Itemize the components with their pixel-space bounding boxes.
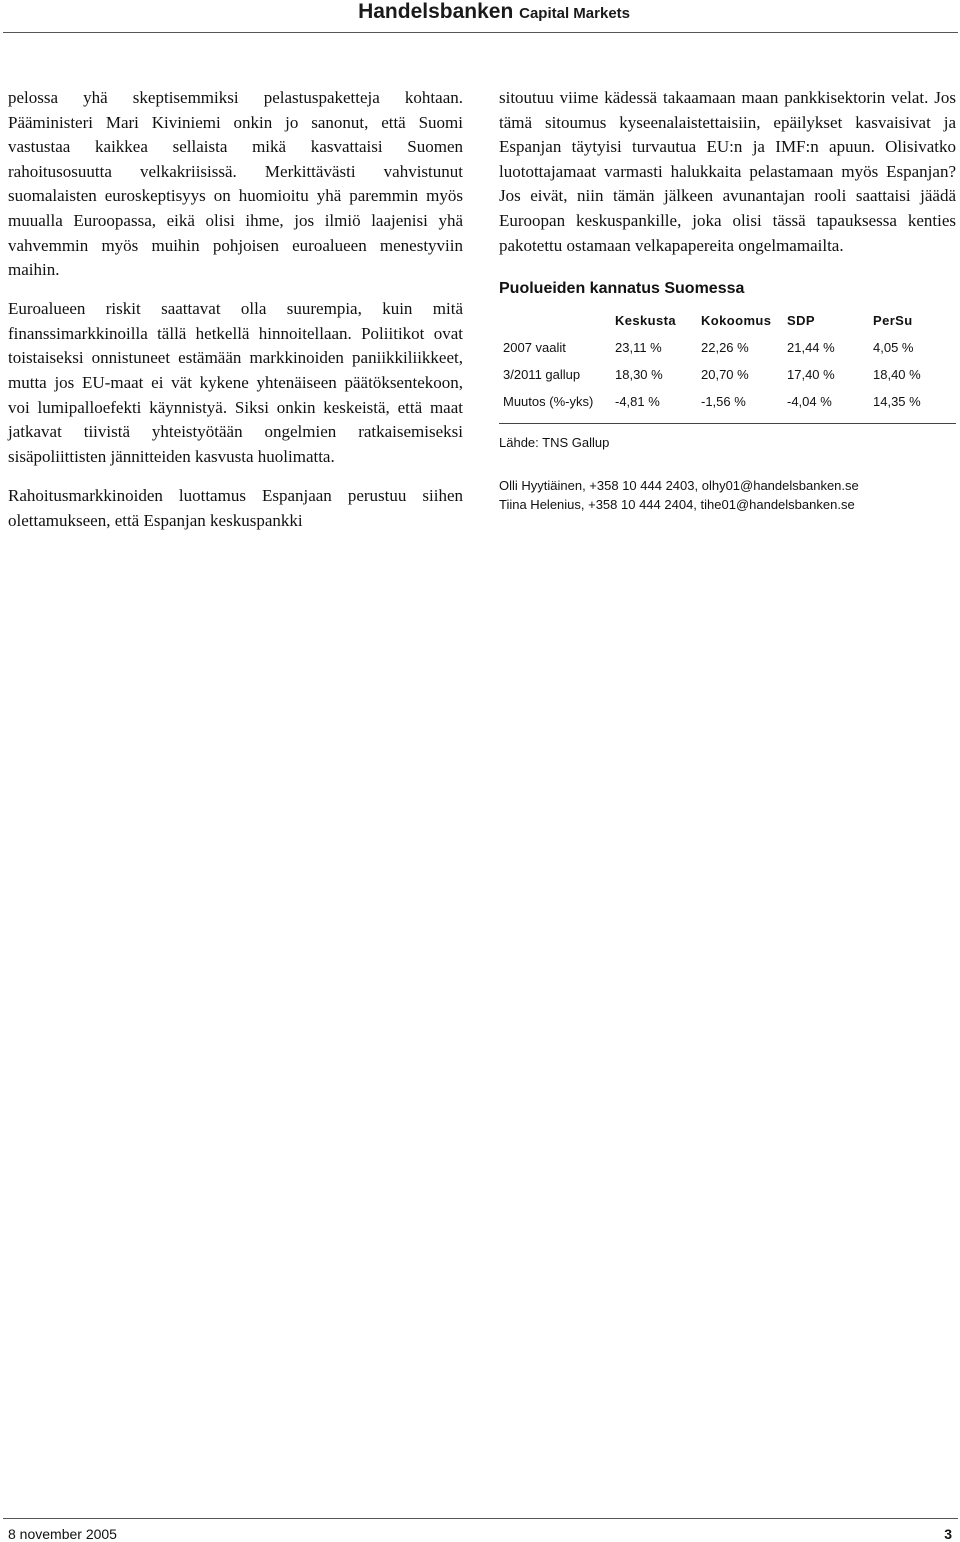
table-header-cell <box>499 308 611 335</box>
page-number: 3 <box>944 1526 952 1542</box>
footer-date: 8 november 2005 <box>8 1526 117 1542</box>
table-row <box>499 335 956 362</box>
table-header-cell: Keskusta <box>615 313 677 329</box>
table-cell: 20,70 % <box>701 367 749 383</box>
header-brand <box>358 0 630 26</box>
body-paragraph: Rahoitusmarkkinoiden luottamus Espanjaan perustuu siihen olettamukseen, että Espanjan keskuspankki <box>8 485 463 530</box>
table-header-cell: PerSu <box>873 313 913 329</box>
table-cell: 23,11 % <box>615 340 662 356</box>
table-cell: 18,30 % <box>615 367 663 383</box>
brand-name: Handelsbanken <box>358 0 514 23</box>
left-column <box>8 86 463 548</box>
contact-line: Olli Hyytiäinen, +358 10 444 2403, olhy01@handelsbanken.se <box>499 478 859 494</box>
table-row <box>499 389 956 424</box>
body-paragraph: pelossa yhä skeptisemmiksi pelastuspaketteja kohtaan. Pääministeri Mari Kiviniemi onkin jo sanonut, että Suomi vastustaa kaikkea sellaista mikä kasvattaisi Suomen rahoitusosuutta velkakriisissä. Merkittävästi vahvistunut suomalaisten euroskeptisyys on huomioitu yhä paremmin myös muualla Euroopassa, eikä olisi ihme, jos ilmiö laajenisi yhä vahvemmin myös muihin pohjoisen euroalueen menestyviin maihin. <box>8 88 463 280</box>
table-cell: -4,04 % <box>783 389 869 424</box>
right-column <box>499 86 956 514</box>
poll-table <box>499 308 956 424</box>
table-header-row <box>499 308 956 335</box>
contact-line: Tiina Helenius, +358 10 444 2404, tihe01@handelsbanken.se <box>499 497 855 513</box>
table-cell: 17,40 % <box>787 367 835 383</box>
body-paragraph: Euroalueen riskit saattavat olla suurempia, kuin mitä finanssimarkkinoilla tällä hetkellä hinnoitellaan. Poliitikot ovat toistaiseksi onnistuneet estämään markkinoiden paniikkiliikkeet, mutta jos EU-maat ei vät kykene yhtenäiseen päätöksentekoon, voi lumipalloefekti käynnistyä. Siksi onkin keskeistä, että maat jatkavat tiivistä yhteistyötään ongelmien ratkaisemiseksi sisäpoliittisten jännitteiden kasvusta huolimatta. <box>8 299 463 466</box>
table-cell: -4,81 % <box>611 389 697 424</box>
header-divider <box>3 32 958 33</box>
table-source: Lähde: TNS Gallup <box>499 435 610 451</box>
table-cell: 2007 vaalit <box>503 340 566 356</box>
body-paragraph: sitoutuu viime kädessä takaamaan maan pankkisektorin velat. Jos tämä sitoumus kyseenalaistettaisiin, epäilykset kasvaisivat ja Espanjan täytyisi turvautua EU:n ja IMF:n apuun. Olisivatko luotottajamaat varmasti halukkaita pelastamaan myös Espanjan? Jos eivät, niin tämän jälkeen avunantajan rooli saattaisi jäädä Euroopan keskuspankille, joka olisi tässä tapauksessa kenties pakotettu ostamaan velkapapereita ongelmamailta. <box>499 88 956 255</box>
table-header-cell: SDP <box>787 313 815 329</box>
table-cell: 18,40 % <box>873 367 921 383</box>
table-cell: 4,05 % <box>873 340 914 356</box>
brand-subtitle: Capital Markets <box>519 5 630 22</box>
footer-divider <box>3 1518 958 1519</box>
poll-table-title: Puolueiden kannatus Suomessa <box>499 280 745 298</box>
table-header-cell: Kokoomus <box>701 313 772 329</box>
table-cell: 21,44 % <box>787 340 835 356</box>
table-cell: 22,26 % <box>701 340 749 356</box>
table-row <box>499 362 956 389</box>
table-cell: Muutos (%-yks) <box>499 389 611 424</box>
table-cell: 14,35 % <box>869 389 956 424</box>
contacts <box>499 476 956 514</box>
table-cell: 3/2011 gallup <box>503 367 581 383</box>
table-cell: -1,56 % <box>697 389 783 424</box>
